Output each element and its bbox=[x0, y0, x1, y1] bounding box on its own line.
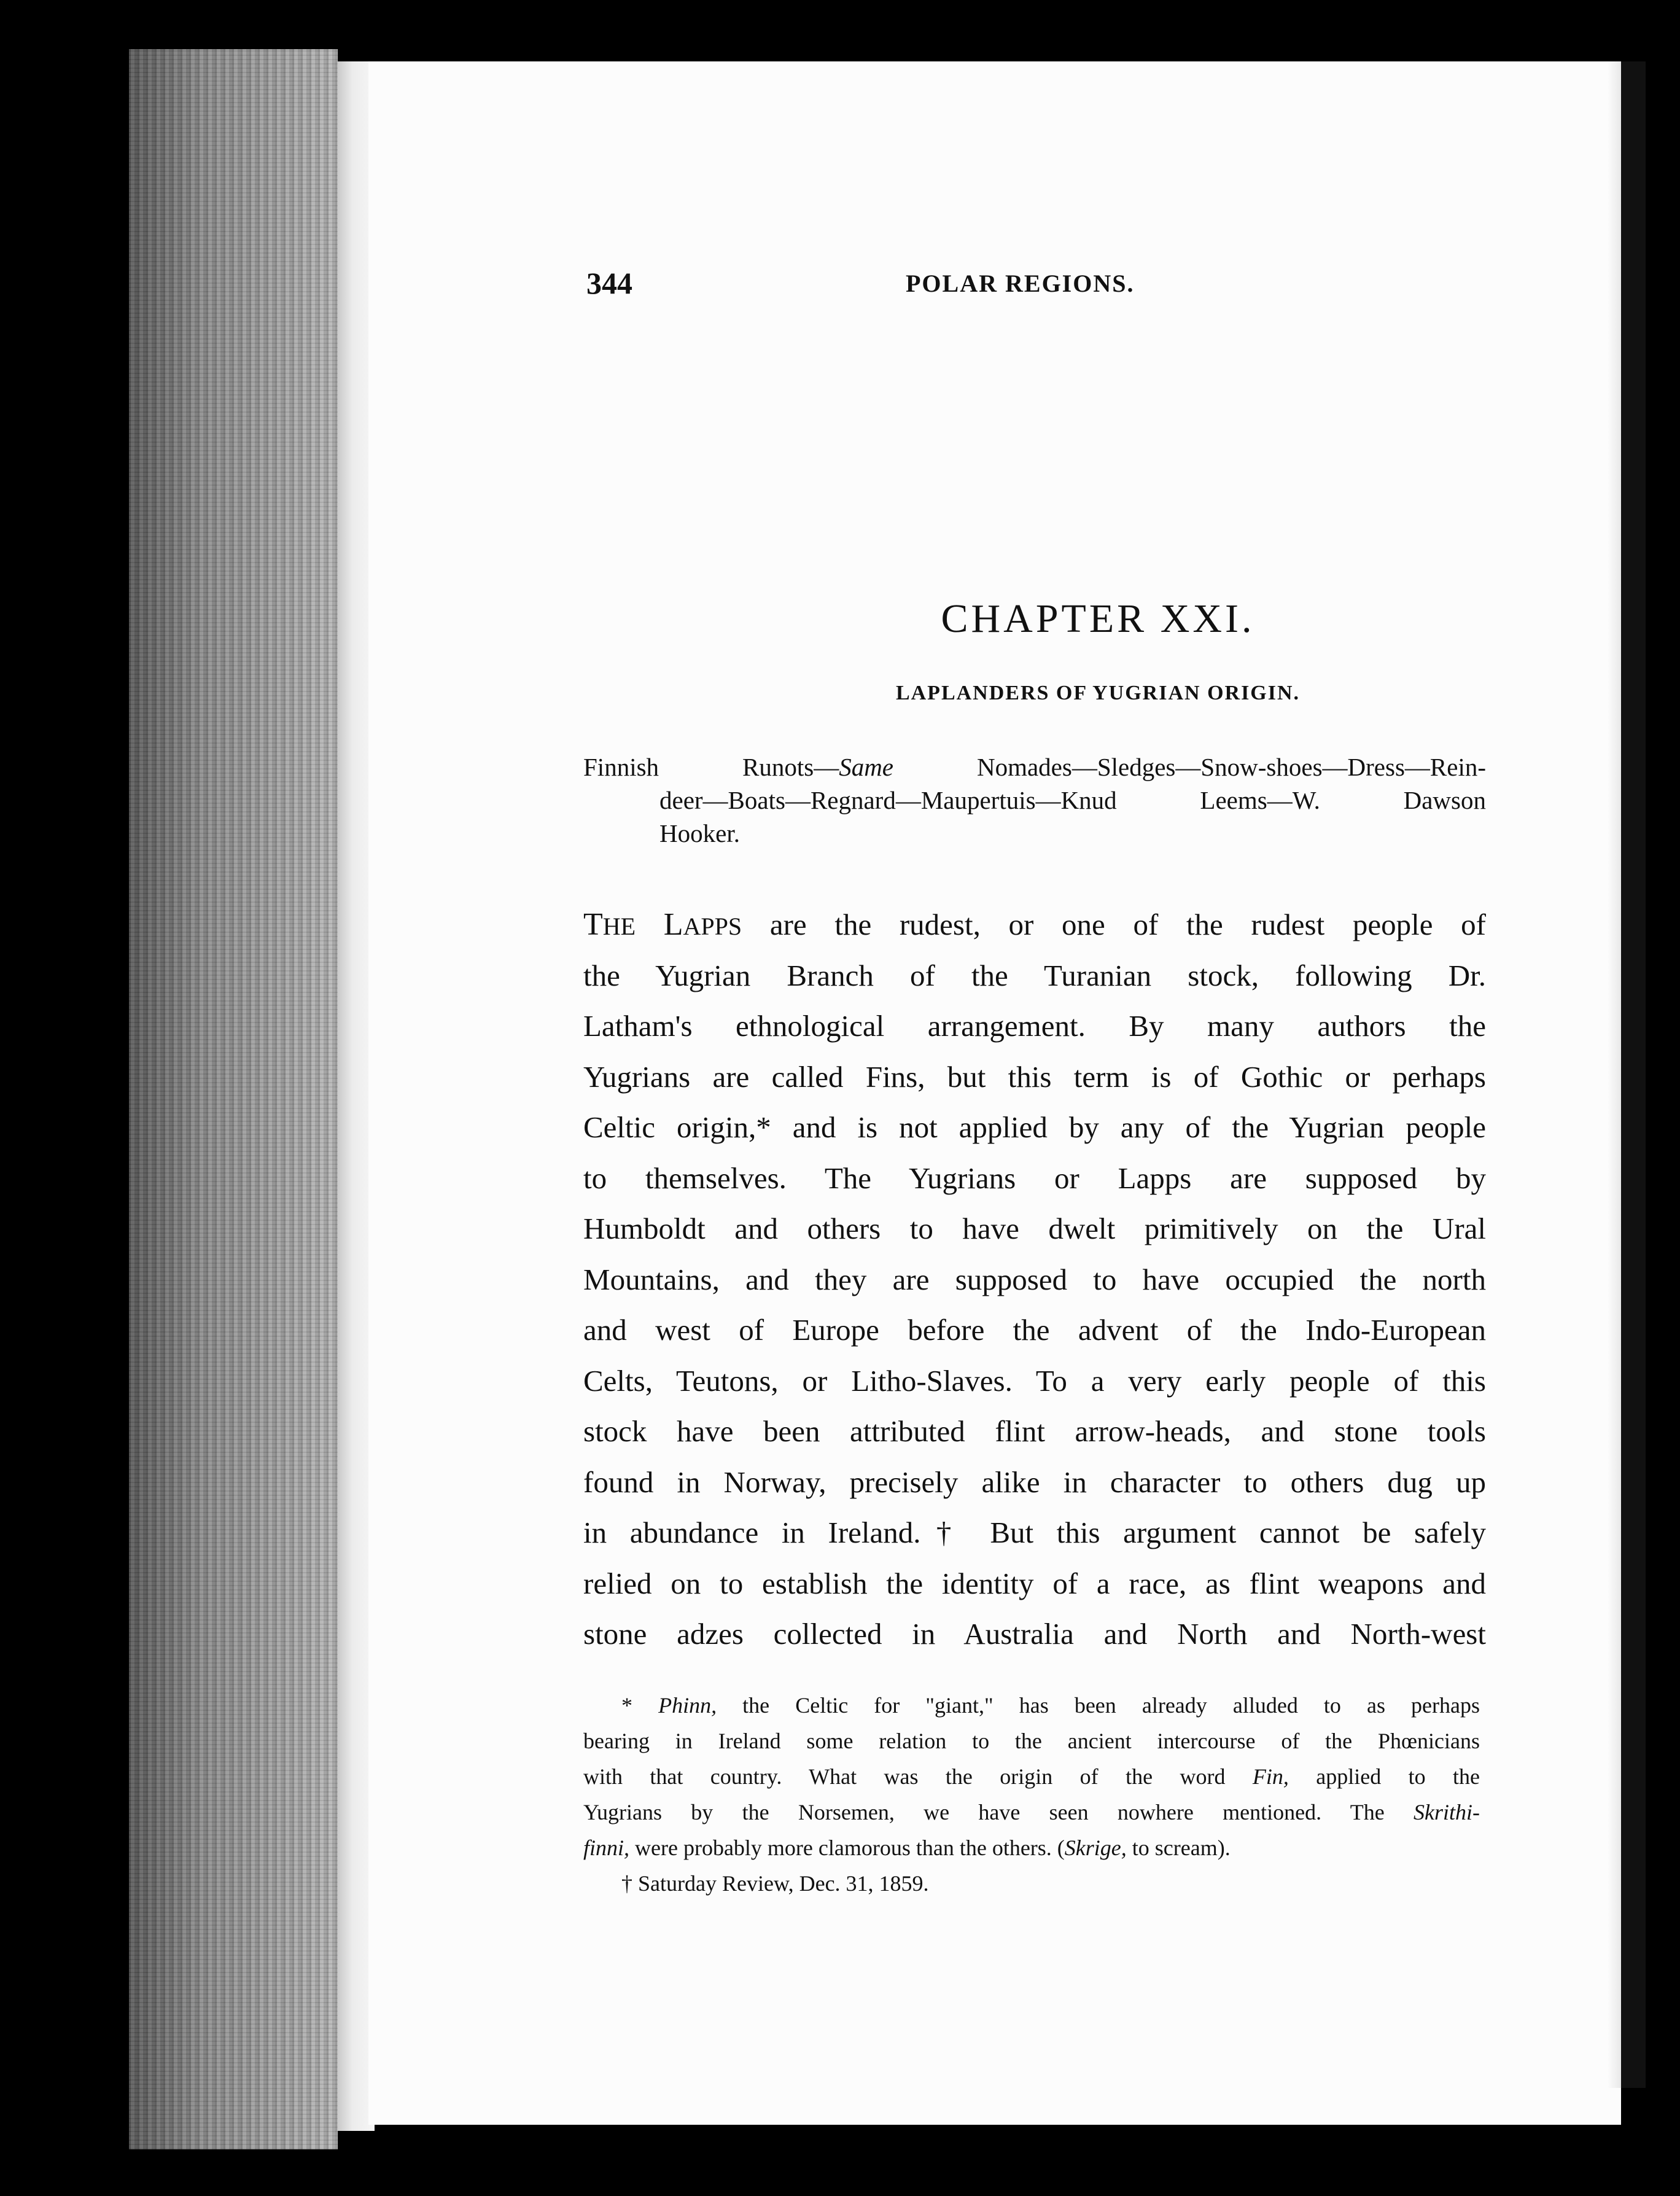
body-line: relied on to establish the identity of a race, as flint weapons and bbox=[583, 1566, 1486, 1600]
body-line: Celtic origin,* and is not applied by any of the Yugrian people bbox=[583, 1110, 1486, 1144]
body-line: in abundance in Ireland.† But this argument cannot be safely bbox=[583, 1516, 1486, 1549]
body-line: stock have been attributed flint arrow-heads, and stone tools bbox=[583, 1414, 1486, 1448]
binding-edge bbox=[1621, 61, 1646, 2088]
footnote-line: * Phinn, the Celtic for "giant," has been already alluded to as perhaps bbox=[621, 1693, 1480, 1718]
body-line: and west of Europe before the advent of the Indo-European bbox=[583, 1313, 1486, 1347]
body-line: THE LAPPS are the rudest, or one of the rudest people of bbox=[583, 907, 1487, 942]
body-line: Humboldt and others to have dwelt primitively on the Ural bbox=[583, 1212, 1486, 1245]
running-title: POLAR REGIONS. bbox=[906, 270, 1135, 297]
body-line: Celts, Teutons, or Litho-Slaves. To a very early people of this bbox=[583, 1363, 1486, 1398]
footnote-line: with that country. What was the origin of the word Fin, applied to the bbox=[583, 1764, 1480, 1789]
body-paragraph bbox=[583, 900, 1486, 1660]
footnote-line: finni, were probably more clamorous than the others. (Skrige, to scream). bbox=[583, 1836, 1231, 1860]
footnote-line: † Saturday Review, Dec. 31, 1859. bbox=[621, 1871, 929, 1896]
page-number: 344 bbox=[586, 266, 632, 300]
body-line: the Yugrian Branch of the Turanian stock, following Dr. bbox=[583, 958, 1486, 992]
body-line: Mountains, and they are supposed to have occupied the north bbox=[583, 1262, 1486, 1296]
body-line: Yugrians are called Fins, but this term is of Gothic or perhaps bbox=[583, 1059, 1486, 1094]
body-line: to themselves. The Yugrians or Lapps are supposed by bbox=[583, 1161, 1486, 1195]
footnote-line: Yugrians by the Norsemen, we have seen nowhere mentioned. The Skrithi- bbox=[583, 1800, 1480, 1824]
gutter-shadow bbox=[1608, 61, 1621, 2088]
page-edges bbox=[129, 49, 338, 2149]
running-head bbox=[586, 265, 1483, 302]
body-line: Latham's ethnological arrangement. By many authors the bbox=[583, 1009, 1486, 1043]
chapter-subtitle: LAPLANDERS OF YUGRIAN ORIGIN. bbox=[895, 682, 1301, 704]
synopsis-line: Finnish Runots—Same Nomades—Sledges—Snow-shoes—Dress—Rein- bbox=[583, 753, 1487, 781]
footnote-line: bearing in Ireland some relation to the ancient intercourse of the Phœnicians bbox=[583, 1729, 1480, 1753]
synopsis-line: deer—Boats—Regnard—Maupertuis—Knud Leems—W. Dawson bbox=[659, 786, 1486, 814]
body-line: found in Norway, precisely alike in character to others dug up bbox=[583, 1465, 1486, 1499]
chapter-synopsis bbox=[583, 750, 1486, 850]
chapter-title: CHAPTER XXI. bbox=[941, 596, 1255, 641]
synopsis-line: Hooker. bbox=[659, 819, 740, 847]
footnotes bbox=[583, 1688, 1480, 1901]
body-line: stone adzes collected in Australia and North and North-west bbox=[583, 1617, 1486, 1651]
